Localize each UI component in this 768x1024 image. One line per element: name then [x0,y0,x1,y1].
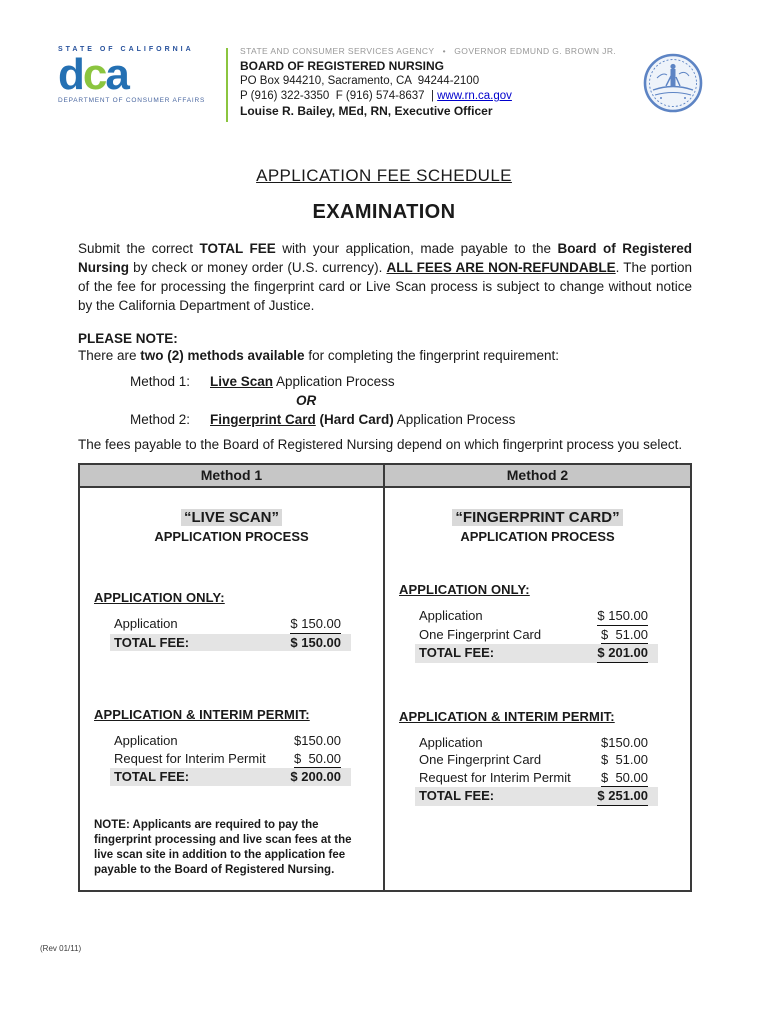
m2-application-only-section [399,582,668,663]
method-1-line [78,372,692,391]
fee-row: Application $ 150.00 [419,607,648,626]
website-link[interactable]: www.rn.ca.gov [437,90,512,102]
method-1-cell [80,488,385,890]
table-header-method-1: Method 1 [80,465,385,488]
board-address: PO Box 944210, Sacramento, CA 94244-2100 [240,75,480,87]
total-fee-row: TOTAL FEE: $ 201.00 [415,644,658,663]
executive-officer: Louise R. Bailey, MEd, RN, Executive Officer [240,104,493,118]
dca-letter-c: c [82,50,106,99]
board-name: BOARD OF REGISTERED NURSING [240,59,445,73]
method-2-label: Method 2: [130,412,191,427]
method-1-text: Live Scan Application Process [210,374,395,389]
fee-row: Application $150.00 [419,734,648,750]
method-2-line [78,410,692,429]
fee-row: Application $150.00 [114,733,341,748]
please-note-line: There are two (2) methods available for completing the fingerprint requirement: [78,348,559,363]
section-heading: APPLICATION ONLY: [399,582,530,597]
intro-paragraph: Submit the correct TOTAL FEE with your application, made payable to the Board of Registered Nursing by check or money order (U.S. currency). ALL FEES ARE NON-REFUNDABLE. The portion of the fee for processing the fingerprint card or Live Scan process is subject to change without notice by the California Department of Justice. [78,241,692,313]
please-note-heading: PLEASE NOTE: [78,331,178,346]
fee-row: Request for Interim Permit $ 50.00 [114,750,341,769]
phone-line [240,89,616,104]
page-subtitle: EXAMINATION [312,201,456,223]
m1-interim-permit-section [94,707,361,786]
dca-logotype [58,50,218,99]
dca-logo [58,46,218,104]
method-2-title [399,508,676,546]
method-2-cell [385,488,690,890]
fee-table [78,463,692,892]
agency-line: STATE AND CONSUMER SERVICES AGENCY • GOVERNOR EDMUND G. BROWN JR. [240,46,617,56]
method-list [78,372,692,429]
section-heading: APPLICATION & INTERIM PERMIT: [399,708,615,724]
fees-depend-line: The fees payable to the Board of Registered Nursing depend on which fingerprint process you select. [78,437,683,452]
total-fee-row: TOTAL FEE: $ 150.00 [110,634,351,652]
letterhead [0,0,768,122]
total-fee-row: TOTAL FEE: $ 251.00 [415,787,658,806]
m2-interim-permit-section [399,709,668,806]
fingerprint-card-title: “FINGERPRINT CARD” [452,509,622,526]
revision-label: (Rev 01/11) [40,944,82,953]
fee-row: Application $ 150.00 [114,615,341,634]
method-2-text: Fingerprint Card (Hard Card) Application Process [210,412,516,427]
fee-row: One Fingerprint Card $ 51.00 [419,626,648,645]
section-heading: APPLICATION ONLY: [94,590,225,605]
table-header-method-2: Method 2 [385,465,690,488]
fee-row: Request for Interim Permit $ 50.00 [419,769,648,788]
live-scan-title: “LIVE SCAN” [181,509,282,526]
fee-row: One Fingerprint Card $ 51.00 [419,752,648,767]
page-title: APPLICATION FEE SCHEDULE [256,166,512,185]
document-body [78,239,692,454]
method-2-subtitle: APPLICATION PROCESS [460,529,615,544]
live-scan-note: NOTE: Applicants are required to pay the fingerprint processing and live scan fees at the live scan site in addition to the application fee payable to the Board of Registered Nursing. [94,818,352,876]
letterhead-text [240,46,616,119]
section-heading: APPLICATION & INTERIM PERMIT: [94,707,310,722]
california-seal-icon [642,52,704,119]
total-fee-row: TOTAL FEE: $ 200.00 [110,768,351,786]
method-1-label: Method 1: [130,374,191,389]
method-1-title [94,508,369,546]
m1-application-only-section [94,590,361,651]
or-separator: OR [296,393,317,408]
state-of-california-label: STATE OF CALIFORNIA [58,46,194,53]
dca-letter-d: d [58,50,83,99]
green-divider [226,48,228,122]
phone-numbers: P (916) 322-3350 F (916) 574-8637 | [240,90,438,102]
dca-letter-a: a [105,50,128,99]
department-label: DEPARTMENT OF CONSUMER AFFAIRS [58,97,206,104]
method-1-subtitle: APPLICATION PROCESS [154,529,309,544]
